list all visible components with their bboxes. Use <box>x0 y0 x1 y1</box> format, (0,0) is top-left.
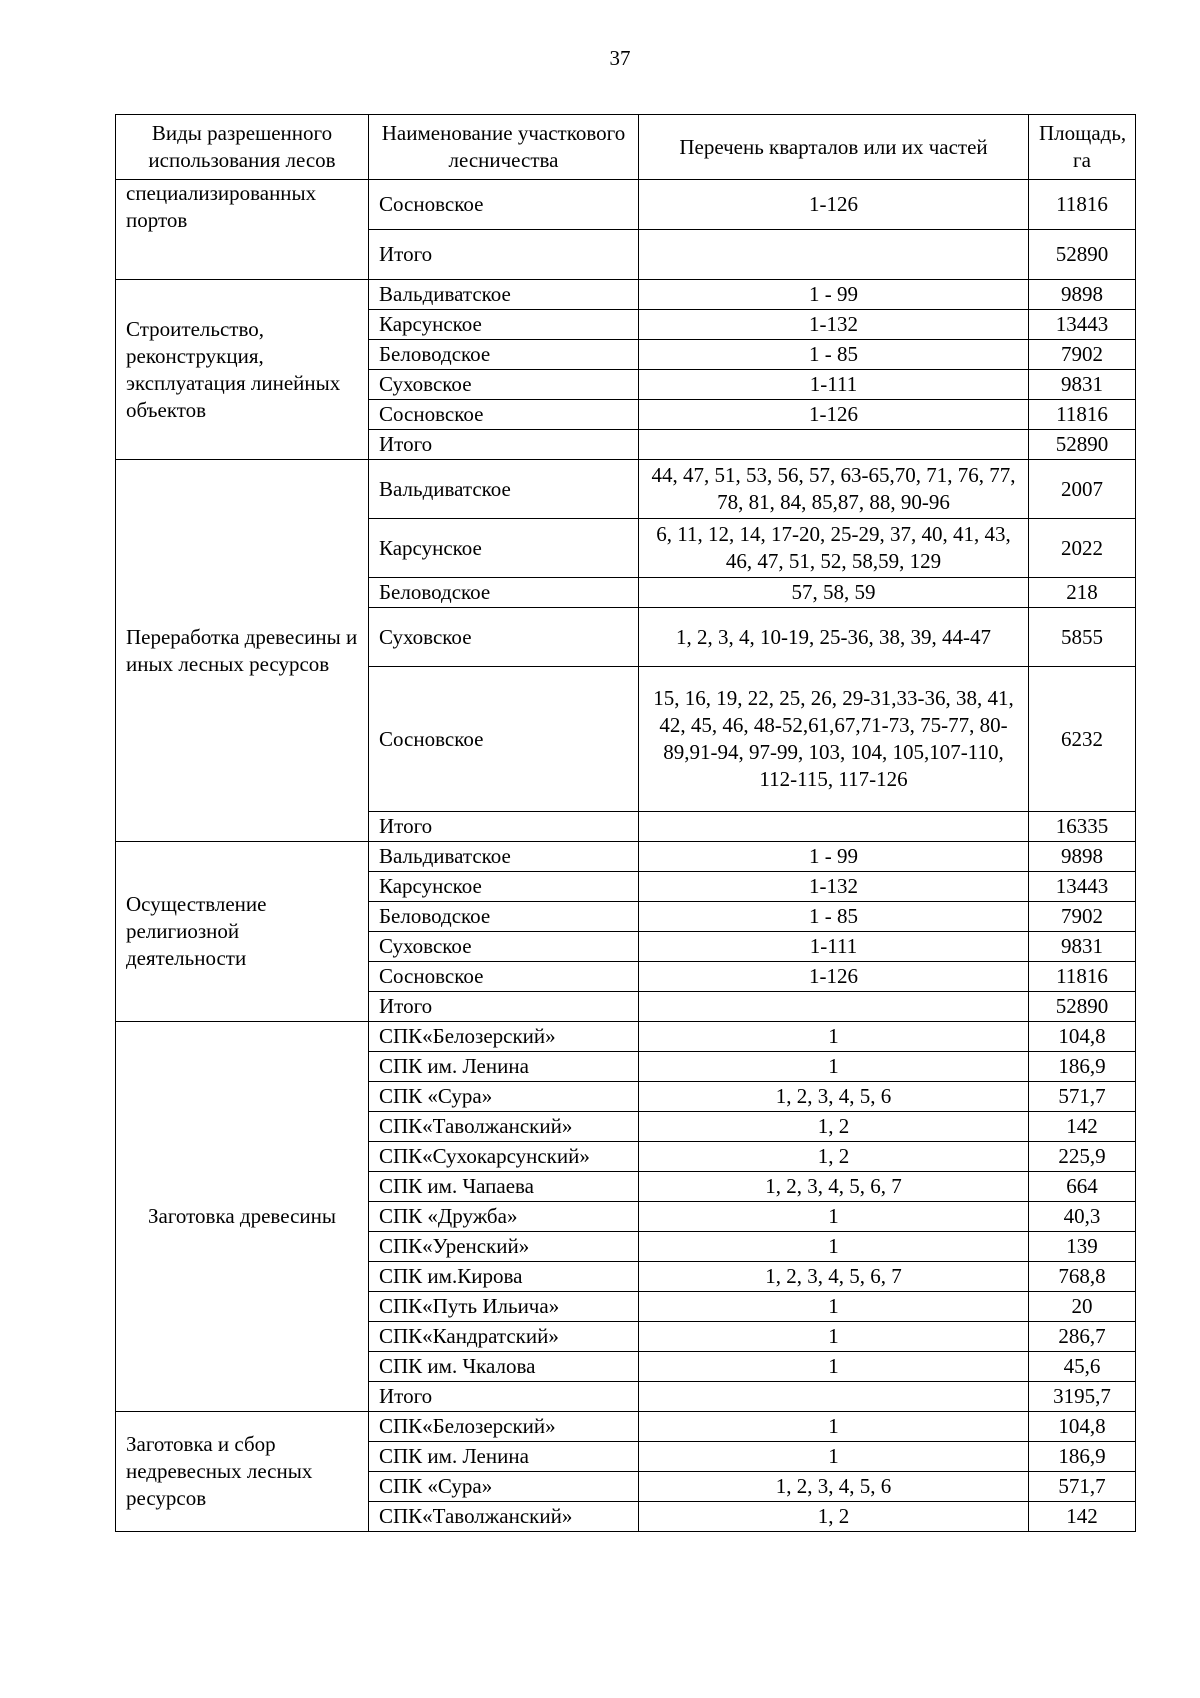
quarters-cell: 1 <box>639 1232 1029 1262</box>
quarters-cell: 57, 58, 59 <box>639 578 1029 608</box>
use-type-cell: Осуществление религиозной деятельности <box>116 842 369 1022</box>
header-use: Виды разрешенного использования лесов <box>116 115 369 180</box>
quarters-cell: 1-126 <box>639 180 1029 230</box>
forestry-name-cell: СПК«Кандратский» <box>369 1322 639 1352</box>
forestry-name-cell: СПК «Дружба» <box>369 1202 639 1232</box>
quarters-cell: 15, 16, 19, 22, 25, 26, 29-31,33-36, 38, 41, 42, 45, 46, 48-52,61,67,71-73, 75-77, 80-89,91-94, 97-99, 103, 104, 105,107-110, 112-115, 117-126 <box>639 667 1029 812</box>
quarters-cell: 1, 2, 3, 4, 10-19, 25-36, 38, 39, 44-47 <box>639 608 1029 667</box>
forestry-name-cell: Суховское <box>369 370 639 400</box>
area-cell: 186,9 <box>1029 1052 1136 1082</box>
forestry-name-cell: Карсунское <box>369 519 639 578</box>
area-cell: 186,9 <box>1029 1442 1136 1472</box>
forestry-name-cell: СПК им.Кирова <box>369 1262 639 1292</box>
header-row <box>116 115 1136 180</box>
forestry-name-cell: Суховское <box>369 932 639 962</box>
forestry-name-cell: СПК«Таволжанский» <box>369 1502 639 1532</box>
quarters-cell: 44, 47, 51, 53, 56, 57, 63-65,70, 71, 76, 77, 78, 81, 84, 85,87, 88, 90-96 <box>639 460 1029 519</box>
area-cell: 9898 <box>1029 280 1136 310</box>
forestry-name-cell: Итого <box>369 992 639 1022</box>
area-cell: 52890 <box>1029 992 1136 1022</box>
quarters-cell: 1-132 <box>639 310 1029 340</box>
area-cell: 664 <box>1029 1172 1136 1202</box>
quarters-cell: 1 <box>639 1052 1029 1082</box>
forestry-name-cell: СПК им. Ленина <box>369 1442 639 1472</box>
forestry-name-cell: Итого <box>369 430 639 460</box>
quarters-cell <box>639 992 1029 1022</box>
forestry-name-cell: Итого <box>369 812 639 842</box>
table-row <box>116 1022 1136 1052</box>
area-cell: 9831 <box>1029 370 1136 400</box>
area-cell: 571,7 <box>1029 1472 1136 1502</box>
forestry-name-cell: СПК им. Чапаева <box>369 1172 639 1202</box>
area-cell: 7902 <box>1029 340 1136 370</box>
quarters-cell: 1 - 99 <box>639 280 1029 310</box>
forestry-name-cell: Итого <box>369 230 639 280</box>
quarters-cell: 1 <box>639 1022 1029 1052</box>
use-type-cell: Заготовка и сбор недревесных лесных ресурсов <box>116 1412 369 1532</box>
table-row <box>116 180 1136 230</box>
quarters-cell: 1 - 85 <box>639 902 1029 932</box>
quarters-cell: 1 <box>639 1442 1029 1472</box>
forestry-name-cell: СПК«Уренский» <box>369 1232 639 1262</box>
quarters-cell: 1, 2 <box>639 1112 1029 1142</box>
quarters-cell: 1, 2, 3, 4, 5, 6, 7 <box>639 1172 1029 1202</box>
area-cell: 40,3 <box>1029 1202 1136 1232</box>
quarters-cell: 1, 2 <box>639 1502 1029 1532</box>
forestry-name-cell: Сосновское <box>369 667 639 812</box>
area-cell: 2022 <box>1029 519 1136 578</box>
area-cell: 104,8 <box>1029 1022 1136 1052</box>
quarters-cell: 1 <box>639 1352 1029 1382</box>
quarters-cell: 1, 2 <box>639 1142 1029 1172</box>
forestry-name-cell: Карсунское <box>369 310 639 340</box>
quarters-cell: 1 <box>639 1202 1029 1232</box>
area-cell: 218 <box>1029 578 1136 608</box>
area-cell: 52890 <box>1029 430 1136 460</box>
forestry-name-cell: Итого <box>369 1382 639 1412</box>
use-type-cell: Переработка древесины и иных лесных ресурсов <box>116 460 369 842</box>
forestry-name-cell: СПК«Таволжанский» <box>369 1112 639 1142</box>
forestry-name-cell: СПК «Сура» <box>369 1472 639 1502</box>
use-type-cell: Строительство, реконструкция, эксплуатация линейных объектов <box>116 280 369 460</box>
area-cell: 571,7 <box>1029 1082 1136 1112</box>
area-cell: 5855 <box>1029 608 1136 667</box>
forestry-name-cell: СПК «Сура» <box>369 1082 639 1112</box>
header-forestry: Наименование участкового лесничества <box>369 115 639 180</box>
quarters-cell: 1, 2, 3, 4, 5, 6 <box>639 1472 1029 1502</box>
quarters-cell: 1 <box>639 1292 1029 1322</box>
forestry-name-cell: Сосновское <box>369 962 639 992</box>
forestry-name-cell: СПК им. Чкалова <box>369 1352 639 1382</box>
forestry-name-cell: Беловодское <box>369 340 639 370</box>
forestry-name-cell: Вальдиватское <box>369 280 639 310</box>
quarters-cell: 1-111 <box>639 932 1029 962</box>
quarters-cell <box>639 812 1029 842</box>
quarters-cell: 1 - 85 <box>639 340 1029 370</box>
quarters-cell: 1, 2, 3, 4, 5, 6, 7 <box>639 1262 1029 1292</box>
quarters-cell <box>639 230 1029 280</box>
area-cell: 11816 <box>1029 400 1136 430</box>
forestry-name-cell: Суховское <box>369 608 639 667</box>
forestry-name-cell: СПК«Сухокарсунский» <box>369 1142 639 1172</box>
quarters-cell: 1 - 99 <box>639 842 1029 872</box>
header-quarters: Перечень кварталов или их частей <box>639 115 1029 180</box>
area-cell: 139 <box>1029 1232 1136 1262</box>
area-cell: 13443 <box>1029 872 1136 902</box>
quarters-cell: 1 <box>639 1412 1029 1442</box>
area-cell: 9898 <box>1029 842 1136 872</box>
area-cell: 142 <box>1029 1112 1136 1142</box>
forestry-name-cell: Вальдиватское <box>369 460 639 519</box>
area-cell: 52890 <box>1029 230 1136 280</box>
forestry-name-cell: СПК«Путь Ильича» <box>369 1292 639 1322</box>
forest-use-table <box>115 114 1136 1532</box>
forestry-name-cell: Сосновское <box>369 180 639 230</box>
quarters-cell: 1, 2, 3, 4, 5, 6 <box>639 1082 1029 1112</box>
quarters-cell: 6, 11, 12, 14, 17-20, 25-29, 37, 40, 41, 43, 46, 47, 51, 52, 58,59, 129 <box>639 519 1029 578</box>
quarters-cell: 1-132 <box>639 872 1029 902</box>
forestry-name-cell: Карсунское <box>369 872 639 902</box>
area-cell: 768,8 <box>1029 1262 1136 1292</box>
quarters-cell <box>639 430 1029 460</box>
area-cell: 45,6 <box>1029 1352 1136 1382</box>
area-cell: 20 <box>1029 1292 1136 1322</box>
table-body <box>116 180 1136 1532</box>
use-type-cell: Заготовка древесины <box>116 1022 369 1412</box>
area-cell: 11816 <box>1029 180 1136 230</box>
area-cell: 7902 <box>1029 902 1136 932</box>
quarters-cell <box>639 1382 1029 1412</box>
table-row <box>116 460 1136 519</box>
area-cell: 9831 <box>1029 932 1136 962</box>
quarters-cell: 1 <box>639 1322 1029 1352</box>
area-cell: 6232 <box>1029 667 1136 812</box>
forestry-name-cell: Вальдиватское <box>369 842 639 872</box>
area-cell: 2007 <box>1029 460 1136 519</box>
area-cell: 11816 <box>1029 962 1136 992</box>
area-cell: 16335 <box>1029 812 1136 842</box>
forestry-name-cell: СПК им. Ленина <box>369 1052 639 1082</box>
use-type-cell: специализированных портов <box>116 180 369 280</box>
area-cell: 104,8 <box>1029 1412 1136 1442</box>
table-row <box>116 1412 1136 1442</box>
area-cell: 142 <box>1029 1502 1136 1532</box>
quarters-cell: 1-111 <box>639 370 1029 400</box>
forestry-name-cell: СПК«Белозерский» <box>369 1022 639 1052</box>
area-cell: 3195,7 <box>1029 1382 1136 1412</box>
table-row <box>116 842 1136 872</box>
area-cell: 13443 <box>1029 310 1136 340</box>
forestry-name-cell: Беловодское <box>369 902 639 932</box>
area-cell: 225,9 <box>1029 1142 1136 1172</box>
forestry-name-cell: Сосновское <box>369 400 639 430</box>
area-cell: 286,7 <box>1029 1322 1136 1352</box>
table-row <box>116 280 1136 310</box>
forestry-name-cell: СПК«Белозерский» <box>369 1412 639 1442</box>
page-number: 37 <box>609 46 631 70</box>
quarters-cell: 1-126 <box>639 400 1029 430</box>
forestry-name-cell: Беловодское <box>369 578 639 608</box>
quarters-cell: 1-126 <box>639 962 1029 992</box>
header-area: Площадь, га <box>1029 115 1136 180</box>
